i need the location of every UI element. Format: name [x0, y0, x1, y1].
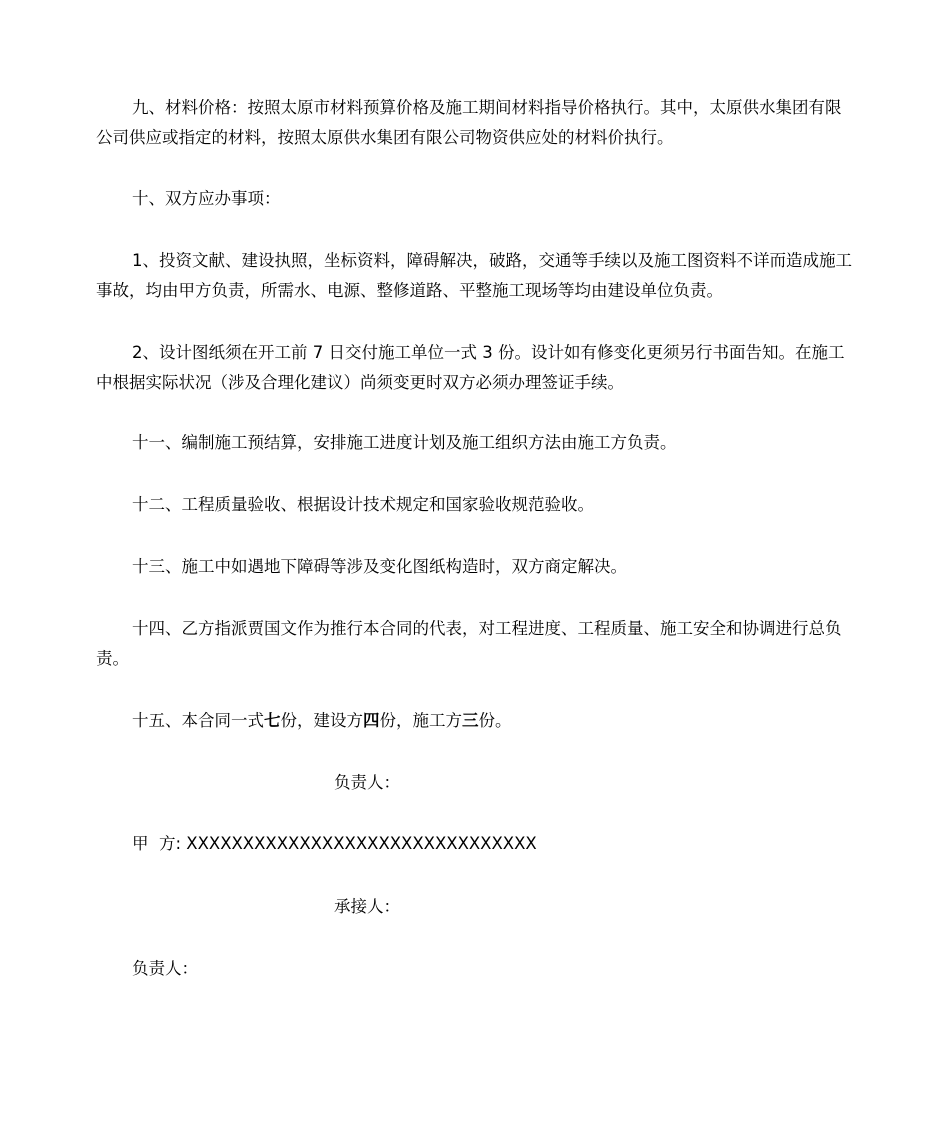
paragraph-material-price: 九、材料价格：按照太原市材料预算价格及施工期间材料指导价格执行。其中，太原供水集团有限公司供应或指定的材料，按照太原供水集团有限公司物资供应处的材料价执行。	[96, 98, 842, 147]
paragraph-clause-13: 十三、施工中如遇地下障碍等涉及变化图纸构造时，双方商定解决。	[132, 557, 627, 576]
signature-responsible-2: 负责人：	[132, 959, 198, 978]
signature-party-a: 甲 方: XXXXXXXXXXXXXXXXXXXXXXXXXXXXXXX	[132, 834, 537, 853]
paragraph-clause-11: 十一、编制施工预结算，安排施工进度计划及施工组织方法由施工方负责。	[132, 433, 677, 452]
copies-total: 七	[264, 711, 281, 730]
paragraph-obligation-2: 2、设计图纸须在开工前 7 日交付施工单位一式 3 份。设计如有修变化更须另行书面告知。在施工中根据实际状况（涉及合理化建议）尚须变更时双方必须办理签证手续。	[96, 343, 845, 392]
copies-builder: 三	[462, 711, 479, 730]
copies-owner: 四	[363, 711, 380, 730]
signature-contractor: 承接人：	[334, 897, 400, 916]
copies-mid2: 份，施工方	[379, 711, 462, 730]
copies-suffix: 份。	[478, 711, 512, 730]
paragraph-clause-14: 十四、乙方指派贾国文作为推行本合同的代表，对工程进度、工程质量、施工安全和协调进行总负责。	[96, 619, 842, 668]
paragraph-clause-15	[96, 706, 856, 736]
copies-mid1: 份，建设方	[280, 711, 363, 730]
paragraph-obligations-heading: 十、双方应办事项：	[132, 189, 281, 208]
copies-prefix: 十五、本合同一式	[132, 711, 264, 730]
paragraph-clause-12: 十二、工程质量验收、根据设计技术规定和国家验收规范验收。	[132, 495, 594, 514]
paragraph-obligation-1: 1、投资文献、建设执照，坐标资料，障碍解决，破路，交通等手续以及施工图资料不详而造成施工事故，均由甲方负责，所需水、电源、整修道路、平整施工现场等均由建设单位负责。	[96, 251, 852, 300]
signature-responsible-1: 负责人：	[334, 773, 400, 792]
